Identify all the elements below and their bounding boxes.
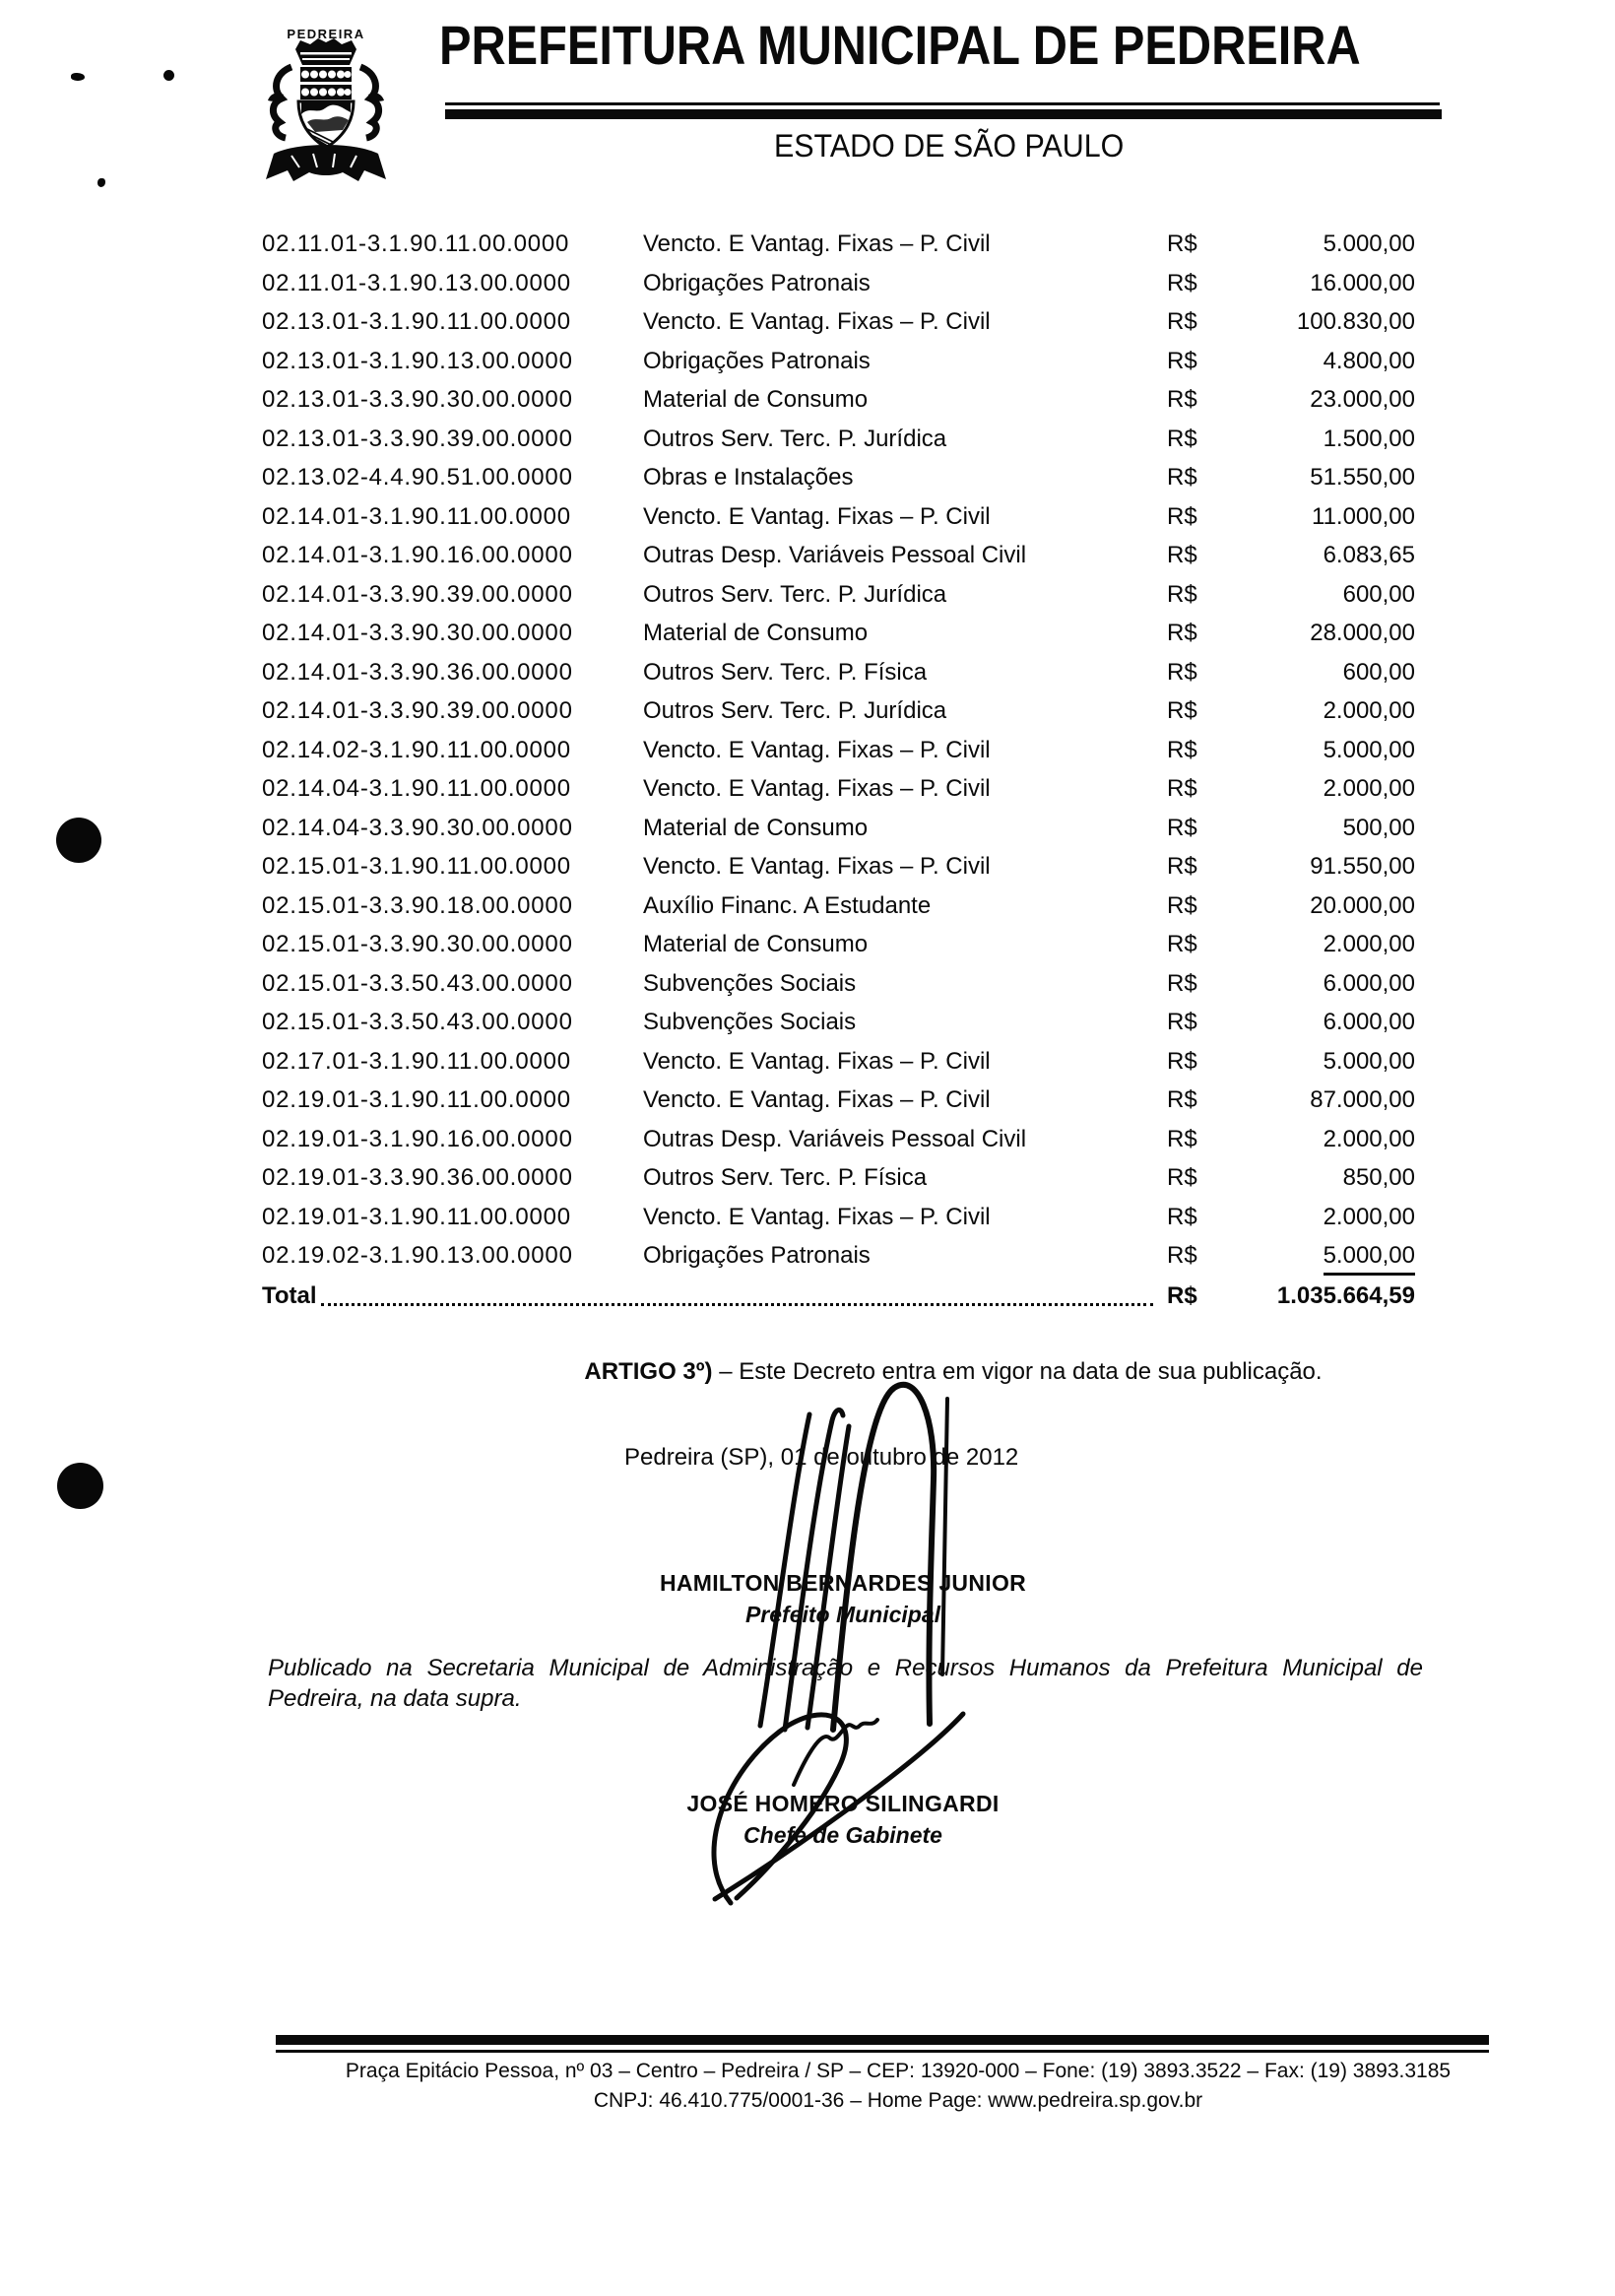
amount: 91.550,00 bbox=[1310, 853, 1415, 880]
table-row bbox=[262, 575, 1415, 615]
expense-description: Material de Consumo bbox=[643, 814, 869, 841]
currency-symbol: R$ bbox=[1167, 1086, 1197, 1113]
expense-description: Material de Consumo bbox=[643, 931, 869, 957]
amount: 5.000,00 bbox=[1323, 736, 1415, 763]
amount: 2.000,00 bbox=[1323, 1203, 1415, 1230]
article-3-text: – Este Decreto entra em vigor na data de sua publicação. bbox=[719, 1358, 1323, 1385]
expense-description: Obras e Instalações bbox=[643, 464, 854, 491]
table-row bbox=[262, 1158, 1415, 1198]
scan-speck bbox=[163, 70, 174, 81]
expense-description: Outros Serv. Terc. P. Jurídica bbox=[643, 697, 947, 724]
currency-symbol: R$ bbox=[1167, 386, 1197, 413]
budget-code: 02.13.01-3.3.90.30.00.0000 bbox=[262, 386, 573, 413]
page-subtitle: ESTADO DE SÃO PAULO bbox=[774, 128, 1125, 164]
budget-code: 02.15.01-3.3.90.30.00.0000 bbox=[262, 931, 573, 957]
footer-address: Praça Epitácio Pessoa, nº 03 – Centro – Pedreira / SP – CEP: 13920-000 – Fone: (19) 3893.3522 – Fax: (19) 3893.3185 bbox=[345, 2060, 1452, 2082]
article-3-label: ARTIGO 3º) bbox=[584, 1358, 713, 1385]
chief-of-staff-name: JOSÉ HOMERO SILINGARDI bbox=[686, 1791, 1000, 1816]
amount: 5.000,00 bbox=[1323, 1047, 1415, 1075]
currency-symbol: R$ bbox=[1167, 853, 1197, 880]
currency-symbol: R$ bbox=[1167, 347, 1197, 374]
table-row bbox=[262, 731, 1415, 770]
expense-description: Material de Consumo bbox=[643, 620, 869, 646]
currency-symbol: R$ bbox=[1167, 814, 1197, 841]
table-row bbox=[262, 809, 1415, 848]
currency-symbol: R$ bbox=[1167, 230, 1197, 257]
amount: 100.830,00 bbox=[1296, 308, 1415, 335]
amount: 5.000,00 bbox=[1228, 1236, 1415, 1276]
budget-code: 02.19.01-3.1.90.11.00.0000 bbox=[262, 1086, 571, 1113]
budget-code: 02.13.02-4.4.90.51.00.0000 bbox=[262, 464, 573, 491]
table-row bbox=[262, 1120, 1415, 1159]
expense-description: Outros Serv. Terc. P. Jurídica bbox=[643, 580, 947, 608]
expense-description: Vencto. E Vantag. Fixas – P. Civil bbox=[643, 1047, 991, 1075]
table-row bbox=[262, 1198, 1415, 1237]
page-title: PREFEITURA MUNICIPAL DE PEDREIRA bbox=[439, 14, 1361, 76]
currency-symbol: R$ bbox=[1167, 1047, 1197, 1075]
amount: 20.000,00 bbox=[1310, 891, 1415, 919]
chief-of-staff-role: Chefe de Gabinete bbox=[743, 1822, 942, 1848]
scan-speck bbox=[71, 73, 85, 81]
budget-code: 02.19.02-3.1.90.13.00.0000 bbox=[262, 1242, 573, 1269]
footer-rule-thin bbox=[276, 2050, 1489, 2053]
currency-symbol: R$ bbox=[1167, 1164, 1197, 1191]
budget-code: 02.19.01-3.1.90.11.00.0000 bbox=[262, 1203, 571, 1230]
article-3-line bbox=[374, 1358, 1532, 1386]
amount: 4.800,00 bbox=[1323, 347, 1415, 374]
crest-banner-text: PEDREIRA bbox=[287, 27, 365, 41]
expense-description: Subvenções Sociais bbox=[643, 1009, 857, 1035]
budget-code: 02.13.01-3.1.90.13.00.0000 bbox=[262, 347, 573, 374]
header-rule-thick bbox=[445, 109, 1442, 119]
table-row bbox=[262, 1081, 1415, 1120]
table-row bbox=[262, 302, 1415, 342]
expense-description: Outros Serv. Terc. P. Física bbox=[643, 658, 928, 686]
amount: 2.000,00 bbox=[1323, 931, 1415, 957]
publication-note-line2: Pedreira, na data supra. bbox=[268, 1685, 522, 1712]
budget-code: 02.11.01-3.1.90.13.00.0000 bbox=[262, 269, 571, 296]
table-row bbox=[262, 1236, 1415, 1276]
table-row bbox=[262, 458, 1415, 497]
currency-symbol: R$ bbox=[1167, 697, 1197, 724]
budget-table bbox=[262, 225, 1415, 1316]
amount: 6.000,00 bbox=[1323, 1009, 1415, 1035]
table-row bbox=[262, 847, 1415, 886]
scan-speck bbox=[97, 178, 105, 187]
expense-description: Vencto. E Vantag. Fixas – P. Civil bbox=[643, 775, 991, 802]
currency-symbol: R$ bbox=[1167, 464, 1197, 491]
amount: 850,00 bbox=[1342, 1164, 1415, 1191]
amount: 2.000,00 bbox=[1323, 775, 1415, 802]
currency-symbol: R$ bbox=[1167, 891, 1197, 919]
currency-symbol: R$ bbox=[1167, 502, 1197, 530]
expense-description: Auxílio Financ. A Estudante bbox=[643, 891, 932, 919]
expense-description: Vencto. E Vantag. Fixas – P. Civil bbox=[643, 230, 991, 257]
municipal-coat-of-arms bbox=[246, 26, 406, 191]
mayor-name: HAMILTON BERNARDES JUNIOR bbox=[659, 1570, 1027, 1596]
currency-symbol: R$ bbox=[1167, 775, 1197, 802]
table-row bbox=[262, 420, 1415, 459]
currency-symbol: R$ bbox=[1167, 620, 1197, 646]
table-row bbox=[262, 342, 1415, 381]
budget-code: 02.17.01-3.1.90.11.00.0000 bbox=[262, 1047, 571, 1075]
expense-description: Subvenções Sociais bbox=[643, 969, 857, 997]
currency-symbol: R$ bbox=[1167, 1203, 1197, 1230]
dateline: Pedreira (SP), 01 de outubro de 2012 bbox=[624, 1444, 1019, 1471]
budget-code: 02.15.01-3.3.50.43.00.0000 bbox=[262, 969, 573, 997]
expense-description: Outras Desp. Variáveis Pessoal Civil bbox=[643, 542, 1027, 568]
total-amount: 1.035.664,59 bbox=[1276, 1281, 1415, 1309]
expense-description: Material de Consumo bbox=[643, 386, 869, 413]
budget-code: 02.14.04-3.1.90.11.00.0000 bbox=[262, 775, 571, 802]
budget-code: 02.14.01-3.3.90.39.00.0000 bbox=[262, 580, 573, 608]
amount: 1.500,00 bbox=[1323, 425, 1415, 452]
expense-description: Vencto. E Vantag. Fixas – P. Civil bbox=[643, 736, 991, 763]
expense-description: Outros Serv. Terc. P. Física bbox=[643, 1164, 928, 1191]
currency-symbol: R$ bbox=[1167, 1125, 1197, 1152]
budget-code: 02.14.01-3.3.90.30.00.0000 bbox=[262, 620, 573, 646]
table-row bbox=[262, 264, 1415, 303]
amount: 16.000,00 bbox=[1310, 269, 1415, 296]
currency-symbol: R$ bbox=[1167, 308, 1197, 335]
table-row bbox=[262, 225, 1415, 264]
amount: 6.083,65 bbox=[1323, 542, 1415, 568]
currency-symbol: R$ bbox=[1167, 542, 1197, 568]
table-row bbox=[262, 614, 1415, 653]
total-label: Total bbox=[262, 1281, 317, 1309]
amount: 600,00 bbox=[1342, 658, 1415, 686]
currency-symbol: R$ bbox=[1167, 1242, 1197, 1269]
amount: 11.000,00 bbox=[1312, 502, 1415, 530]
currency-symbol: R$ bbox=[1167, 931, 1197, 957]
budget-code: 02.19.01-3.3.90.36.00.0000 bbox=[262, 1164, 573, 1191]
expense-description: Obrigações Patronais bbox=[643, 269, 871, 296]
budget-code: 02.13.01-3.3.90.39.00.0000 bbox=[262, 425, 573, 452]
expense-description: Vencto. E Vantag. Fixas – P. Civil bbox=[643, 1203, 991, 1230]
table-row bbox=[262, 536, 1415, 575]
budget-code: 02.13.01-3.1.90.11.00.0000 bbox=[262, 308, 571, 335]
amount: 87.000,00 bbox=[1310, 1086, 1415, 1113]
currency-symbol: R$ bbox=[1167, 425, 1197, 452]
currency-symbol: R$ bbox=[1167, 969, 1197, 997]
table-row bbox=[262, 653, 1415, 692]
table-row bbox=[262, 1042, 1415, 1082]
amount: 51.550,00 bbox=[1310, 464, 1415, 491]
budget-code: 02.19.01-3.1.90.16.00.0000 bbox=[262, 1125, 573, 1152]
footer-rule-thick bbox=[276, 2035, 1489, 2045]
amount: 5.000,00 bbox=[1323, 230, 1415, 257]
currency-symbol: R$ bbox=[1167, 658, 1197, 686]
expense-description: Outros Serv. Terc. P. Jurídica bbox=[643, 425, 947, 452]
table-row bbox=[262, 1003, 1415, 1042]
budget-code: 02.14.01-3.1.90.16.00.0000 bbox=[262, 542, 573, 568]
publication-note-line1: Publicado na Secretaria Municipal de Administração e Recursos Humanos da Prefeitura Municipal de bbox=[268, 1655, 1423, 1681]
budget-code: 02.11.01-3.1.90.11.00.0000 bbox=[262, 230, 570, 257]
table-row bbox=[262, 925, 1415, 964]
amount: 600,00 bbox=[1342, 580, 1415, 608]
expense-description: Obrigações Patronais bbox=[643, 1242, 871, 1269]
header-rule-thin bbox=[445, 102, 1440, 105]
mayor-signature-block bbox=[252, 1570, 1434, 1628]
budget-rows bbox=[262, 225, 1415, 1276]
table-row bbox=[262, 886, 1415, 926]
currency-symbol: R$ bbox=[1167, 580, 1197, 608]
expense-description: Vencto. E Vantag. Fixas – P. Civil bbox=[643, 1086, 991, 1113]
budget-code: 02.14.02-3.1.90.11.00.0000 bbox=[262, 736, 571, 763]
amount: 2.000,00 bbox=[1323, 1125, 1415, 1152]
expense-description: Vencto. E Vantag. Fixas – P. Civil bbox=[643, 502, 991, 530]
table-row bbox=[262, 769, 1415, 809]
budget-code: 02.14.01-3.3.90.39.00.0000 bbox=[262, 697, 573, 724]
currency-symbol: R$ bbox=[1167, 1009, 1197, 1035]
expense-description: Vencto. E Vantag. Fixas – P. Civil bbox=[643, 853, 991, 880]
expense-description: Outras Desp. Variáveis Pessoal Civil bbox=[643, 1125, 1027, 1152]
expense-description: Obrigações Patronais bbox=[643, 347, 871, 374]
footer-cnpj: CNPJ: 46.410.775/0001-36 – Home Page: www.pedreira.sp.gov.br bbox=[593, 2089, 1203, 2112]
budget-code: 02.15.01-3.3.50.43.00.0000 bbox=[262, 1009, 573, 1035]
currency-symbol: R$ bbox=[1167, 736, 1197, 763]
budget-code: 02.15.01-3.1.90.11.00.0000 bbox=[262, 853, 571, 880]
chief-of-staff-signature-block bbox=[252, 1791, 1434, 1849]
expense-description: Vencto. E Vantag. Fixas – P. Civil bbox=[643, 308, 991, 335]
table-row bbox=[262, 964, 1415, 1004]
mayor-role: Prefeito Municipal bbox=[744, 1602, 941, 1627]
budget-code: 02.14.01-3.1.90.11.00.0000 bbox=[262, 502, 571, 530]
amount: 23.000,00 bbox=[1310, 386, 1415, 413]
amount: 500,00 bbox=[1342, 814, 1415, 841]
punch-hole-top bbox=[56, 818, 101, 863]
budget-code: 02.14.04-3.3.90.30.00.0000 bbox=[262, 814, 573, 841]
table-row bbox=[262, 691, 1415, 731]
amount: 6.000,00 bbox=[1323, 969, 1415, 997]
total-currency-symbol: R$ bbox=[1167, 1281, 1197, 1309]
budget-code: 02.14.01-3.3.90.36.00.0000 bbox=[262, 658, 573, 686]
budget-code: 02.15.01-3.3.90.18.00.0000 bbox=[262, 891, 573, 919]
amount: 2.000,00 bbox=[1323, 697, 1415, 724]
amount: 28.000,00 bbox=[1310, 620, 1415, 646]
table-row bbox=[262, 497, 1415, 537]
currency-symbol: R$ bbox=[1167, 269, 1197, 296]
table-row bbox=[262, 380, 1415, 420]
punch-hole-bottom bbox=[57, 1463, 103, 1509]
total-row bbox=[262, 1276, 1415, 1316]
dot-leader bbox=[321, 1276, 1153, 1306]
publication-note bbox=[268, 1653, 1423, 1714]
